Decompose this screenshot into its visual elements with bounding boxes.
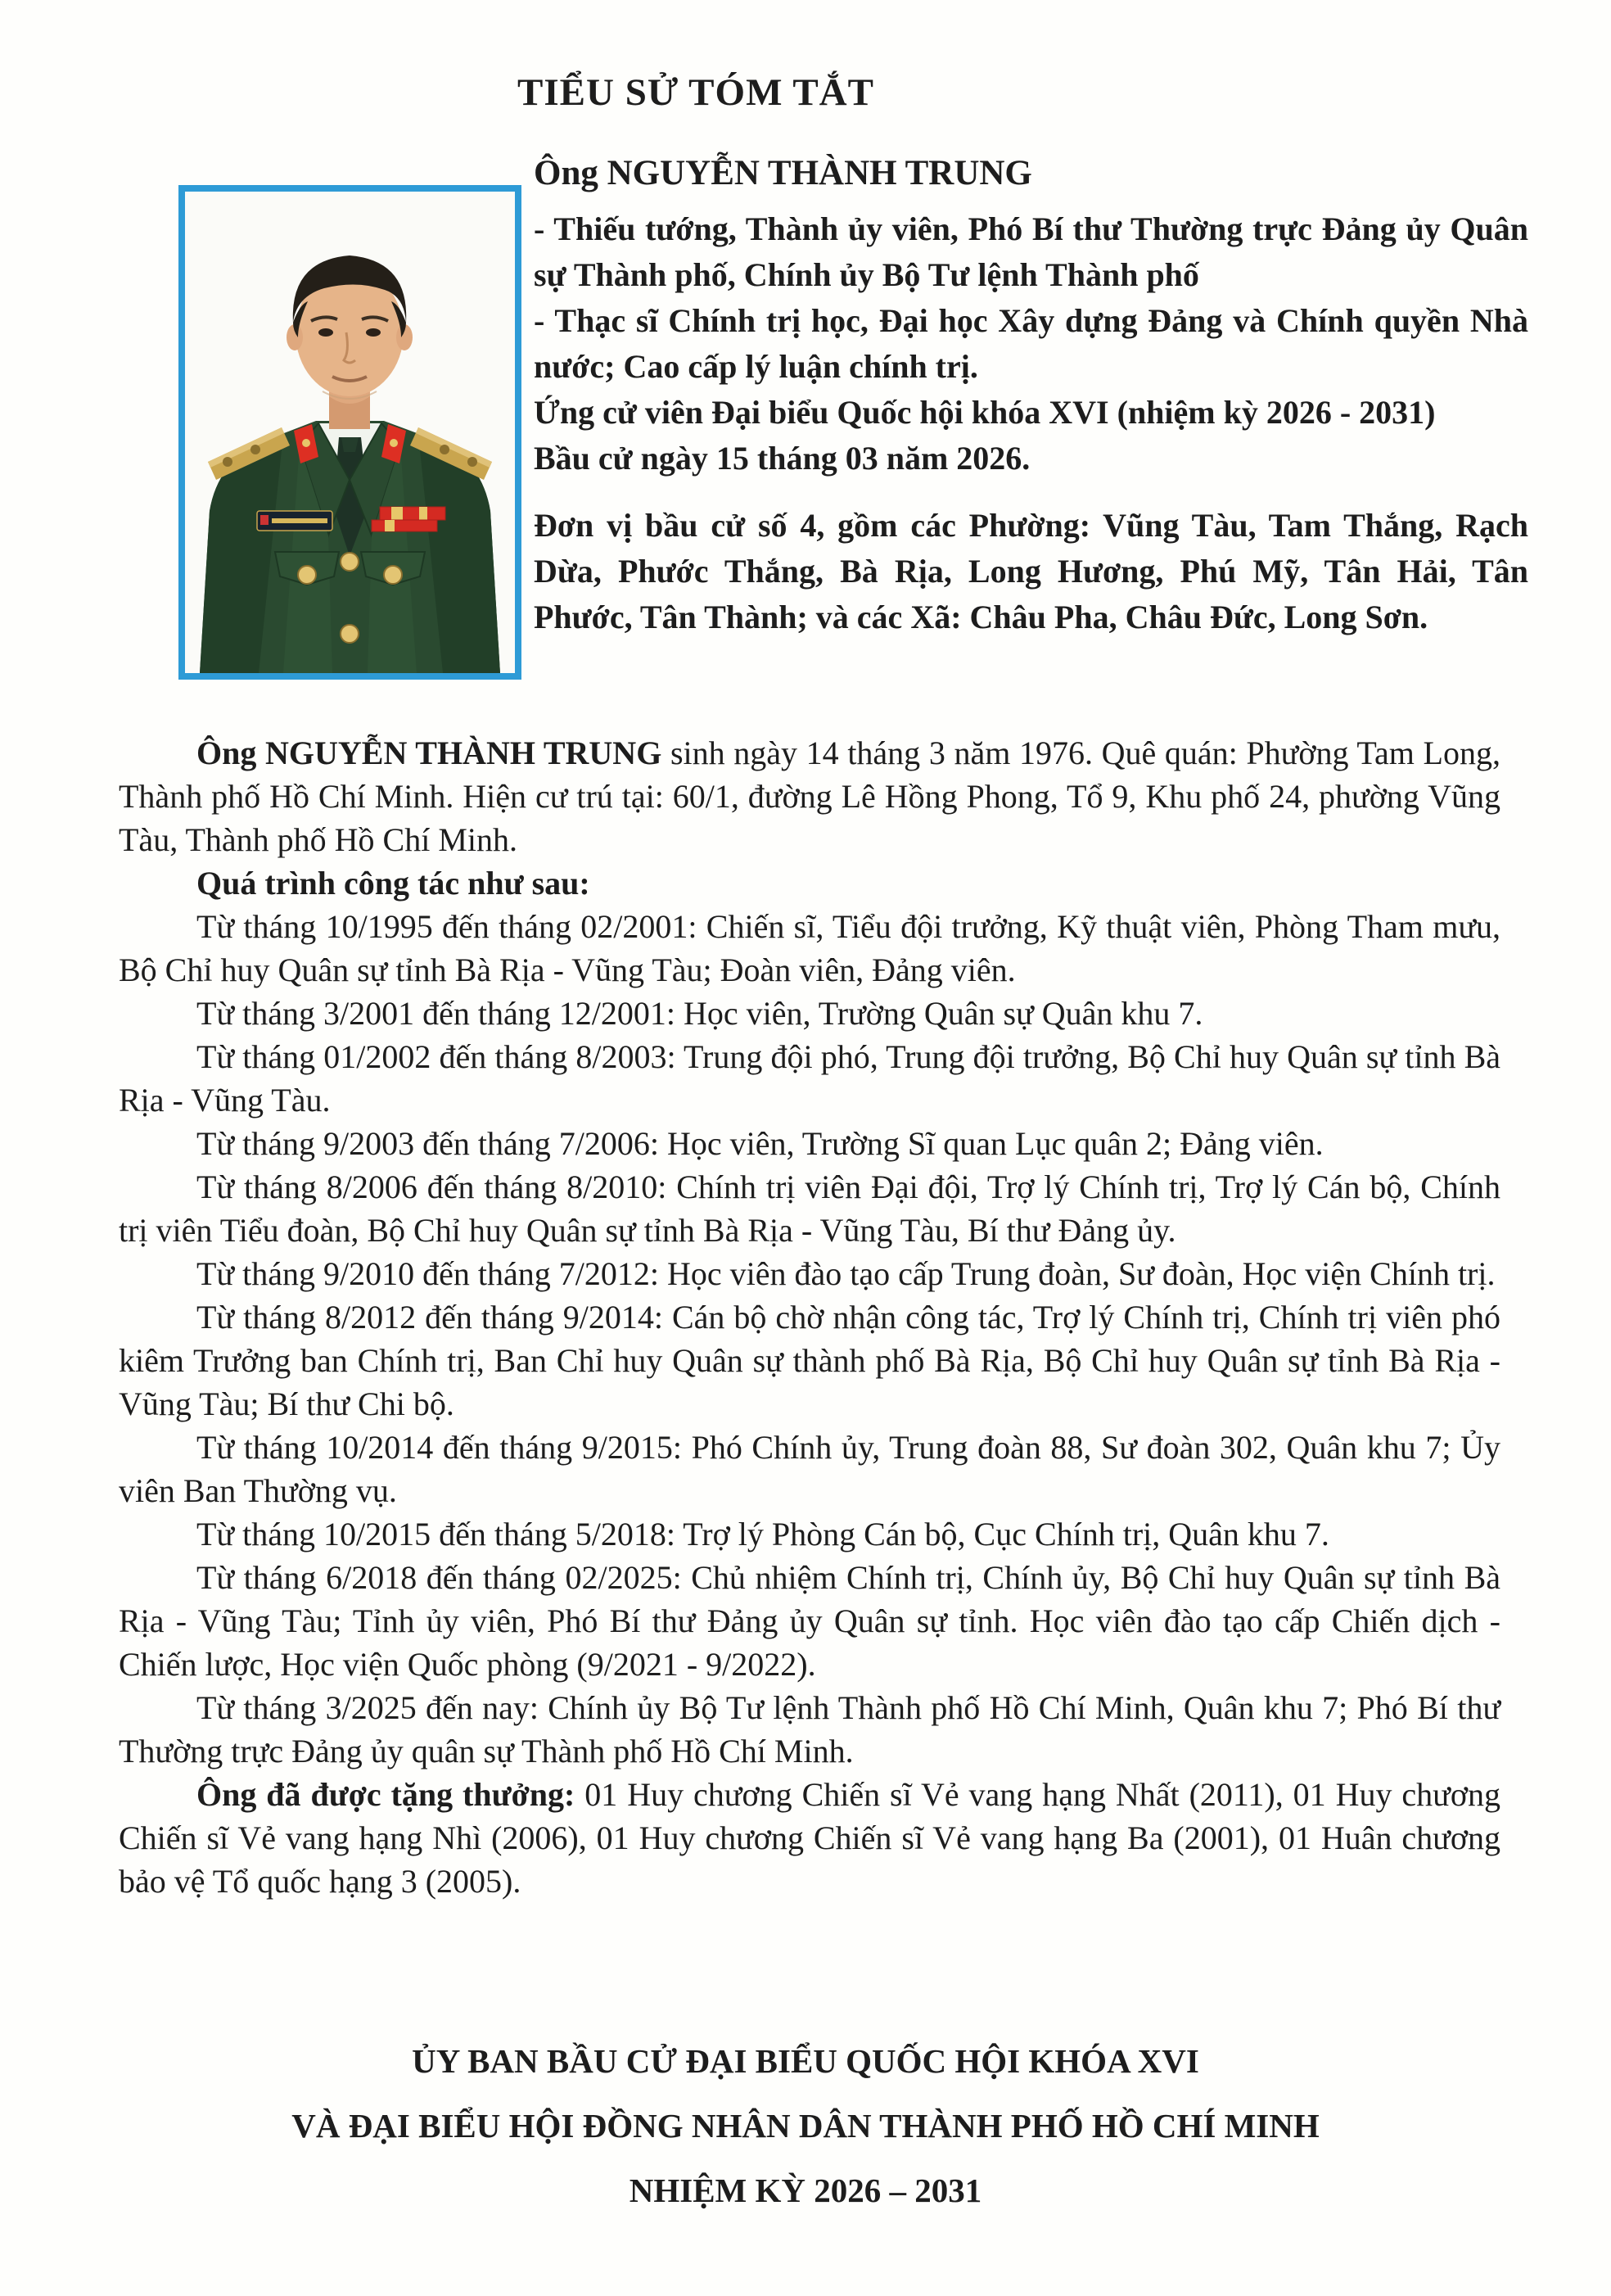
candidate-header bbox=[534, 151, 1528, 640]
body-paragraph: Ông NGUYỄN THÀNH TRUNG sinh ngày 14 tháng 3 năm 1976. Quê quán: Phường Tam Long, Thành phố Hồ Chí Minh. Hiện cư trú tại: 60/1, đường Lê Hồng Phong, Tổ 9, Khu phố 24, phường Vũng Tàu, Thành phố Hồ Chí Minh. bbox=[119, 734, 1500, 858]
body-paragraph: Từ tháng 10/2014 đến tháng 9/2015: Phó Chính ủy, Trung đoàn 88, Sư đoàn 302, Quân khu 7; Ủy viên Ban Thường vụ. bbox=[119, 1429, 1500, 1509]
candidate-title-line: Ứng cử viên Đại biểu Quốc hội khóa XVI (nhiệm kỳ 2026 - 2031) bbox=[534, 394, 1436, 431]
body-paragraph: Từ tháng 3/2025 đến nay: Chính ủy Bộ Tư lệnh Thành phố Hồ Chí Minh, Quân khu 7; Phó Bí thư Thường trực Đảng ủy quân sự Thành phố Hồ Chí Minh. bbox=[119, 1689, 1500, 1769]
body-paragraph: Từ tháng 6/2018 đến tháng 02/2025: Chủ nhiệm Chính trị, Chính ủy, Bộ Chỉ huy Quân sự tỉnh Bà Rịa - Vũng Tàu; Tỉnh ủy viên, Phó Bí thư Đảng ủy Quân sự tỉnh. Học viên đào tạo cấp Chiến dịch - Chiến lược, Học viện Quốc phòng (9/2021 - 9/2022). bbox=[119, 1559, 1500, 1683]
candidate-title-line: - Thạc sĩ Chính trị học, Đại học Xây dựng Đảng và Chính quyền Nhà nước; Cao cấp lý luận chính trị. bbox=[534, 302, 1528, 385]
footer-line: ỦY BAN BẦU CỬ ĐẠI BIỂU QUỐC HỘI KHÓA XVI bbox=[412, 2042, 1199, 2080]
election-committee-footer bbox=[0, 2029, 1611, 2223]
candidate-name: Ông NGUYỄN THÀNH TRUNG bbox=[534, 154, 1032, 192]
body-paragraph: Từ tháng 3/2001 đến tháng 12/2001: Học viên, Trường Quân sự Quân khu 7. bbox=[196, 995, 1203, 1032]
document-title: TIỂU SỬ TÓM TẮT bbox=[517, 71, 874, 114]
body-paragraph: Từ tháng 10/2015 đến tháng 5/2018: Trợ lý Phòng Cán bộ, Cục Chính trị, Quân khu 7. bbox=[196, 1516, 1329, 1553]
body-paragraph: Từ tháng 01/2002 đến tháng 8/2003: Trung đội phó, Trung đội trưởng, Bộ Chỉ huy Quân sự tỉnh Bà Rịa - Vũng Tàu. bbox=[119, 1038, 1500, 1119]
body-paragraph: Ông đã được tặng thưởng: 01 Huy chương Chiến sĩ Vẻ vang hạng Nhất (2011), 01 Huy chương Chiến sĩ Vẻ vang hạng Nhì (2006), 01 Huy chương Chiến sĩ Vẻ vang hạng Ba (2001), 01 Huân chương bảo vệ Tổ quốc hạng 3 (2005). bbox=[119, 1776, 1501, 1900]
body-paragraph: Từ tháng 9/2003 đến tháng 7/2006: Học viên, Trường Sĩ quan Lục quân 2; Đảng viên. bbox=[196, 1125, 1324, 1162]
body-paragraph: Từ tháng 8/2012 đến tháng 9/2014: Cán bộ chờ nhận công tác, Trợ lý Chính trị, Chính trị viên phó kiêm Trưởng ban Chính trị, Ban Chỉ huy Quân sự thành phố Bà Rịa, Bộ Chỉ huy Quân sự tỉnh Bà Rịa - Vũng Tàu; Bí thư Chi bộ. bbox=[119, 1299, 1500, 1422]
body-paragraph: Từ tháng 8/2006 đến tháng 8/2010: Chính trị viên Đại đội, Trợ lý Chính trị, Trợ lý Cán bộ, Chính trị viên Tiểu đoàn, Bộ Chỉ huy Quân sự tỉnh Bà Rịa - Vũng Tàu, Bí thư Đảng ủy. bbox=[119, 1168, 1500, 1249]
body-paragraph: Từ tháng 10/1995 đến tháng 02/2001: Chiến sĩ, Tiểu đội trưởng, Kỹ thuật viên, Phòng Tham mưu, Bộ Chỉ huy Quân sự tỉnh Bà Rịa - Vũng Tàu; Đoàn viên, Đảng viên. bbox=[119, 908, 1500, 988]
candidate-title-line: - Thiếu tướng, Thành ủy viên, Phó Bí thư Thường trực Đảng ủy Quân sự Thành phố, Chính ủy Bộ Tư lệnh Thành phố bbox=[534, 210, 1528, 293]
portrait-illustration bbox=[185, 192, 515, 673]
candidate-photo bbox=[178, 185, 521, 680]
footer-line: VÀ ĐẠI BIỂU HỘI ĐỒNG NHÂN DÂN THÀNH PHỐ HỒ CHÍ MINH bbox=[291, 2107, 1320, 2145]
body-paragraph: Quá trình công tác như sau: bbox=[196, 865, 590, 902]
footer-line: NHIỆM KỲ 2026 – 2031 bbox=[629, 2172, 982, 2209]
election-unit-paragraph: Đơn vị bầu cử số 4, gồm các Phường: Vũng Tàu, Tam Thắng, Rạch Dừa, Phước Thắng, Bà Rịa, Long Hương, Phú Mỹ, Tân Hải, Tân Phước, Tân Thành; và các Xã: Châu Pha, Châu Đức, Long Sơn. bbox=[534, 507, 1528, 635]
candidate-title-line: Bầu cử ngày 15 tháng 03 năm 2026. bbox=[534, 440, 1031, 477]
biography-body bbox=[119, 731, 1500, 1903]
body-paragraph: Từ tháng 9/2010 đến tháng 7/2012: Học viên đào tạo cấp Trung đoàn, Sư đoàn, Học viện Chính trị. bbox=[196, 1255, 1496, 1292]
candidate-title-lines bbox=[534, 206, 1528, 481]
